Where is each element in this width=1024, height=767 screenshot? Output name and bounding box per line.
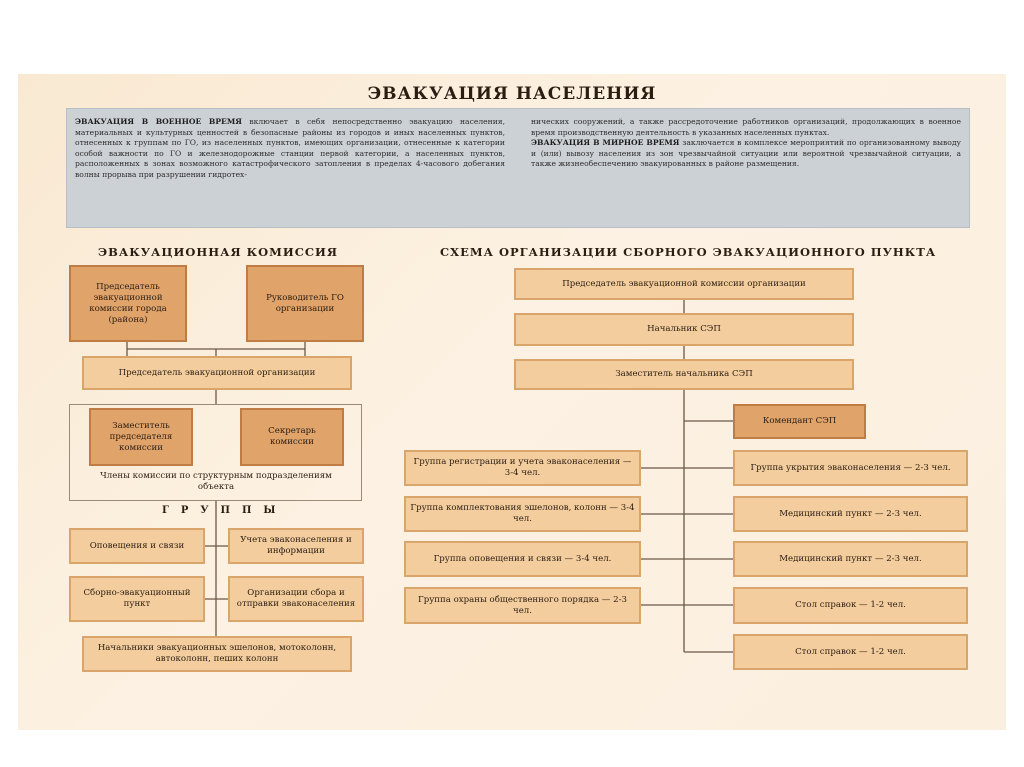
box-sep-chair: Председатель эвакуационной комиссии организации — [514, 268, 854, 300]
box-chair-city: Председатель эвакуационной комиссии города (района) — [69, 265, 187, 342]
box-group-collect: Сборно-эвакуационный пункт — [69, 576, 205, 622]
box-group-registration: Группа регистрации и учета эваконаселения — 3-4 чел. — [404, 450, 641, 486]
box-sep-head: Начальник СЭП — [514, 313, 854, 346]
box-group-accounting: Учета эваконаселения и информации — [228, 528, 364, 564]
wartime-body: включает в себя непосредственно эвакуацию населения, материальных и культурных ценностей в безопасные районы из городов и иных населенных пунктов, отнесенных к группам по ГО, из населенных пунктов, имеющих организации, отнесенные к категории особой важности по ГО и железнодорожные станции первой категории, а населенных пунктов, расположенных в зонах возможного катастрофического затопления в пределах 4-часового добегания волны прорыва при разрушении гидротех- — [75, 117, 505, 179]
box-group-organize: Организации сбора и отправки эваконаселения — [228, 576, 364, 622]
commission-heading: ЭВАКУАЦИОННАЯ КОМИССИЯ — [98, 245, 339, 259]
box-group-communication: Группа оповещения и связи — 3-4 чел. — [404, 541, 641, 577]
box-group-shelter: Группа укрытия эваконаселения — 2-3 чел. — [733, 450, 968, 486]
members-label: Члены комиссии по структурным подразделениям объекта — [100, 471, 332, 492]
wartime-term: ЭВАКУАЦИЯ В ВОЕННОЕ ВРЕМЯ — [75, 117, 242, 126]
box-medical-2: Медицинский пункт — 2-3 чел. — [733, 541, 968, 577]
box-secretary: Секретарь комиссии — [240, 408, 344, 466]
box-chair-org: Председатель эвакуационной организации — [82, 356, 352, 390]
box-info-desk-1: Стол справок — 1-2 чел. — [733, 587, 968, 624]
box-group-notify: Оповещения и связи — [69, 528, 205, 564]
box-group-order: Группа охраны общественного порядка — 2-3 чел. — [404, 587, 641, 624]
box-sep-commandant: Комендант СЭП — [733, 404, 866, 439]
box-medical-1: Медицинский пункт — 2-3 чел. — [733, 496, 968, 532]
box-convoy-heads: Начальники эвакуационных эшелонов, мотоколонн, автоколонн, пеших колонн — [82, 636, 352, 672]
peacetime-term: ЭВАКУАЦИЯ В МИРНОЕ ВРЕМЯ — [531, 138, 680, 147]
box-group-echelons: Группа комплектования эшелонов, колонн — 3-4 чел. — [404, 496, 641, 532]
box-info-desk-2: Стол справок — 1-2 чел. — [733, 634, 968, 670]
page-title: ЭВАКУАЦИЯ НАСЕЛЕНИЯ — [367, 84, 657, 104]
box-deputy: Заместитель председателя комиссии — [89, 408, 193, 466]
peacetime-body: заключается в комплексе мероприятий по организованному выводу и (или) вывозу населения из зон чрезвычайной ситуации или вероятной чрезвычайной ситуации, а также жизнеобеспечению эвакуированных в районе размещения. — [531, 138, 961, 168]
groups-label: ГРУППЫ — [162, 505, 288, 516]
scheme-heading: СХЕМА ОРГАНИЗАЦИИ СБОРНОГО ЭВАКУАЦИОННОГО ПУНКТА — [440, 245, 937, 259]
box-go-head: Руководитель ГО организации — [246, 265, 364, 342]
box-sep-deputy: Заместитель начальника СЭП — [514, 359, 854, 390]
wartime-continued: нических сооружений, а также рассредоточение работников организаций, продолжающих в военное время производственную деятельность в указанных населенных пунктах. — [531, 117, 961, 137]
